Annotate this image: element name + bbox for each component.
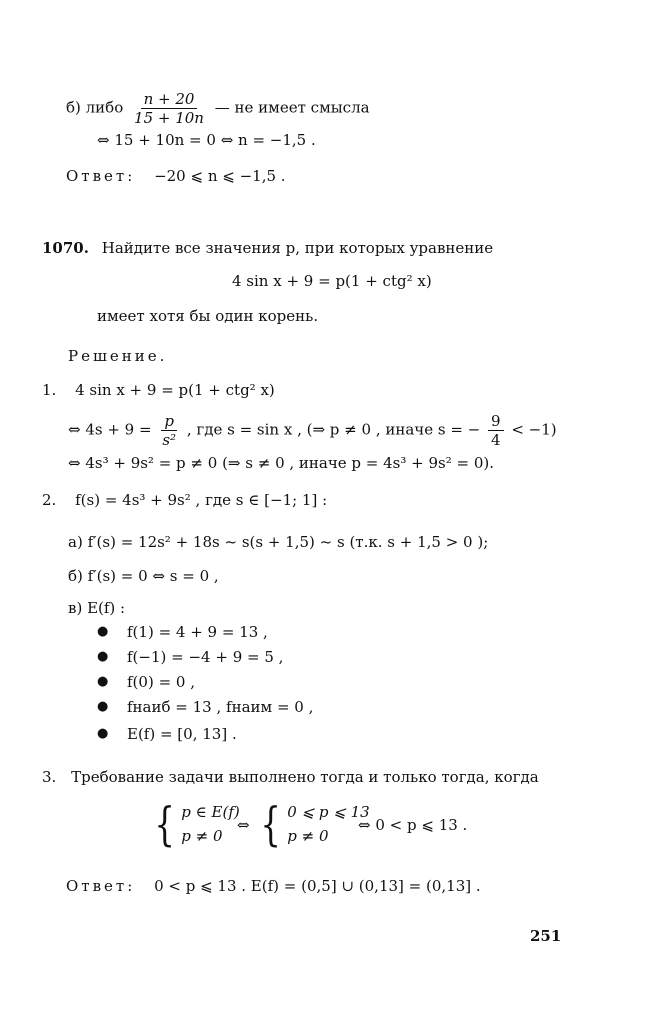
problem-text-2: имеет хотя бы один корень. xyxy=(97,307,319,325)
bullet-item-3: f(0) = 0 , xyxy=(127,673,195,691)
step-2-b: б) f′(s) = 0 ⇔ s = 0 , xyxy=(68,567,219,585)
left-brace-icon: { xyxy=(154,797,175,851)
step-1-line-3: ⇔ 4s³ + 9s² = p ≠ 0 (⇒ s ≠ 0 , иначе p = 4s³ + 9s² = 0). xyxy=(68,454,494,472)
step-1-line-2-pre: ⇔ 4s + 9 = xyxy=(68,420,152,439)
fraction-numerator: 9 xyxy=(488,412,504,431)
step-3-line-1 xyxy=(42,767,539,787)
problem-statement xyxy=(42,238,493,258)
step-1-fraction-p xyxy=(159,412,179,449)
fraction-numerator: p xyxy=(161,412,177,431)
system-row: p ≠ 0 xyxy=(287,827,329,845)
fraction-numerator: n + 20 xyxy=(141,90,198,109)
part-b-label: б) либо xyxy=(66,98,124,117)
answer-label: Ответ: xyxy=(66,167,136,185)
system-row: 0 ⩽ p ⩽ 13 xyxy=(287,803,370,821)
answer-text: −20 ⩽ n ⩽ −1,5 . xyxy=(154,167,286,185)
bullet-icon: ● xyxy=(97,699,109,714)
step-1-equation: 4 sin x + 9 = p(1 + ctg² x) xyxy=(75,381,275,399)
step-number: 3. xyxy=(42,768,57,786)
step-3-text: Требование задачи выполнено тогда и только тогда, когда xyxy=(71,768,539,786)
problem-equation: 4 sin x + 9 = p(1 + ctg² x) xyxy=(232,272,432,290)
step-1-line-2 xyxy=(68,412,557,449)
system-row: p ∈ E(f) xyxy=(181,803,240,821)
step-number: 2. xyxy=(42,491,57,509)
step-number: 1. xyxy=(42,381,57,399)
bullet-icon: ● xyxy=(97,649,109,664)
system-2 xyxy=(256,797,370,851)
fraction-denominator: 15 + 10n xyxy=(134,109,204,127)
answer-text: 0 < p ⩽ 13 . E(f) = (0,5] ∪ (0,13] = (0,13] . xyxy=(154,877,481,895)
bullet-item-5: E(f) = [0, 13] . xyxy=(127,725,237,743)
step-1-fraction-9-4 xyxy=(488,412,504,449)
part-b-tail: — не имеет смысла xyxy=(214,98,370,117)
step-2-function: f(s) = 4s³ + 9s² , где s ∈ [−1; 1] : xyxy=(75,491,328,509)
answer-label: Ответ: xyxy=(66,877,136,895)
step-2-a: а) f′(s) = 12s² + 18s ~ s(s + 1,5) ~ s (т.к. s + 1,5 > 0 ); xyxy=(68,533,489,551)
bullet-icon: ● xyxy=(97,726,109,741)
problem-number: 1070. xyxy=(42,239,89,257)
left-brace-icon: { xyxy=(260,797,281,851)
bullet-icon: ● xyxy=(97,624,109,639)
step-1-line-2-tail: < −1) xyxy=(511,420,557,439)
bullet-item-1: f(1) = 4 + 9 = 13 , xyxy=(127,623,268,641)
page-number: 251 xyxy=(530,927,562,945)
step-1-line-1 xyxy=(42,380,275,400)
bullet-item-2: f(−1) = −4 + 9 = 5 , xyxy=(127,648,284,666)
part-b-line2: ⇔ 15 + 10n = 0 ⇔ n = −1,5 . xyxy=(97,131,316,149)
answer-2 xyxy=(66,876,481,896)
step-3-result: ⇔ 0 < p ⩽ 13 . xyxy=(358,816,468,834)
step-2-c: в) E(f) : xyxy=(68,599,126,617)
system-row: p ≠ 0 xyxy=(181,827,223,845)
fraction-denominator: 4 xyxy=(491,431,501,449)
step-2-line-1 xyxy=(42,490,327,510)
equivalence-sign: ⇔ xyxy=(237,816,250,834)
bullet-item-4: fнаиб = 13 , fнаим = 0 , xyxy=(127,698,314,716)
answer-1 xyxy=(66,166,286,186)
part-b-fraction xyxy=(131,90,207,127)
solution-heading: Решение. xyxy=(68,347,168,365)
problem-text: Найдите все значения p, при которых уравнение xyxy=(101,239,494,257)
system-1 xyxy=(150,797,240,851)
part-b-line xyxy=(66,90,370,127)
fraction-denominator: s² xyxy=(162,431,177,449)
step-1-line-2-mid: , где s = sin x , (⇒ p ≠ 0 , иначе s = − xyxy=(186,420,481,439)
bullet-icon: ● xyxy=(97,674,109,689)
